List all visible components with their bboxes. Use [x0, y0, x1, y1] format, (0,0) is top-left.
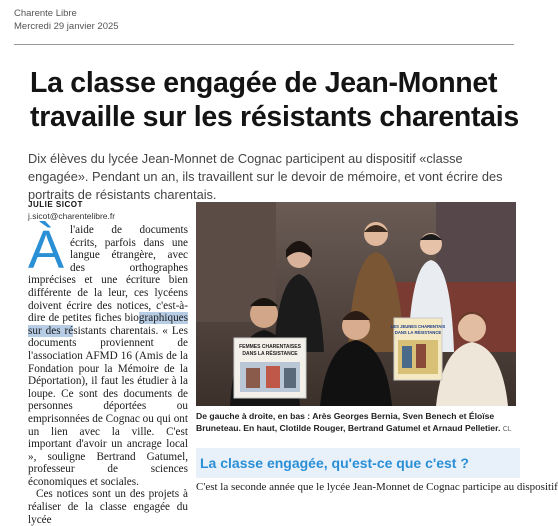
drop-cap: À	[28, 220, 65, 280]
poster-femmes-charentaises	[234, 338, 306, 398]
publication-name: Charente Libre	[14, 8, 77, 19]
svg-text:DANS LA RÉSISTANCE: DANS LA RÉSISTANCE	[394, 330, 442, 335]
publication-header	[14, 7, 119, 33]
author-name: JULIE SICOT	[28, 200, 83, 209]
paragraph-1-text-b: sistants charentais. « Les documents proviennent de l'association AFMD 16 (Amis de la Fondation pour la Mémoire de la Déportation), il faut les étudier à la loupe. Ce sont des documents de personnes déportées ou emprisonnées de Cognac ou qui ont un lien avec la ville. C'est important d'avoir un ancrage local », souligne Bertrand Gatumel, professeur de sciences économiques et sociales.	[28, 324, 189, 488]
article-headline: La classe engagée de Jean-Monnet travaille sur les résistants charentais	[30, 67, 519, 133]
paragraph-1-text-a: l'aide de documents écrits, parfois dans une langue étrangère, avec des orthographes imprécises et une écriture bien différente de la leur, ces lycéens doivent écrire des notices, c'est-à-dire de petites fiches bio	[28, 224, 188, 325]
author-email[interactable]: j.sicot@charentelibre.fr	[28, 211, 116, 221]
publication-date: Mercredi 29 janvier 2025	[14, 21, 119, 32]
header-divider	[14, 44, 514, 45]
subhead-title: La classe engagée, qu'est-ce que c'est ?	[200, 455, 469, 471]
svg-text:DANS LA RÉSISTANCE: DANS LA RÉSISTANCE	[242, 351, 298, 357]
svg-text:FEMMES CHARENTAISES: FEMMES CHARENTAISES	[239, 344, 301, 350]
photo-caption	[196, 410, 518, 436]
group-photo	[196, 202, 516, 406]
poster-jeunes-charentais	[391, 318, 446, 380]
text-selection-highlight[interactable]: graphiques sur des ré	[28, 312, 188, 337]
subhead-body-text: C'est la seconde année que le lycée Jean-Monnet de Cognac participe au dispositif	[196, 481, 558, 493]
article-lead: Dix élèves du lycée Jean-Monnet de Cognac participent au dispositif «classe engagée». Pendant un an, ils travaillent sur le devoir de mémoire, et vont écrire des portraits de résistants charentais.	[28, 151, 503, 202]
paragraph-2: Ces notices sont un des projets à réaliser de la classe engagée du lycée	[28, 488, 188, 526]
article-body	[28, 220, 189, 526]
paragraph-1	[28, 220, 189, 488]
svg-text:LES JEUNES CHARENTAIS: LES JEUNES CHARENTAIS	[390, 324, 446, 329]
caption-credit: CL	[502, 426, 512, 433]
caption-text: De gauche à droite, en bas : Arès Georges Bernia, Sven Benech et Éloïse Bruneteau. En haut, Clotilde Rouger, Bertrand Gatumel et Arnaud Pelletier.	[196, 411, 501, 433]
